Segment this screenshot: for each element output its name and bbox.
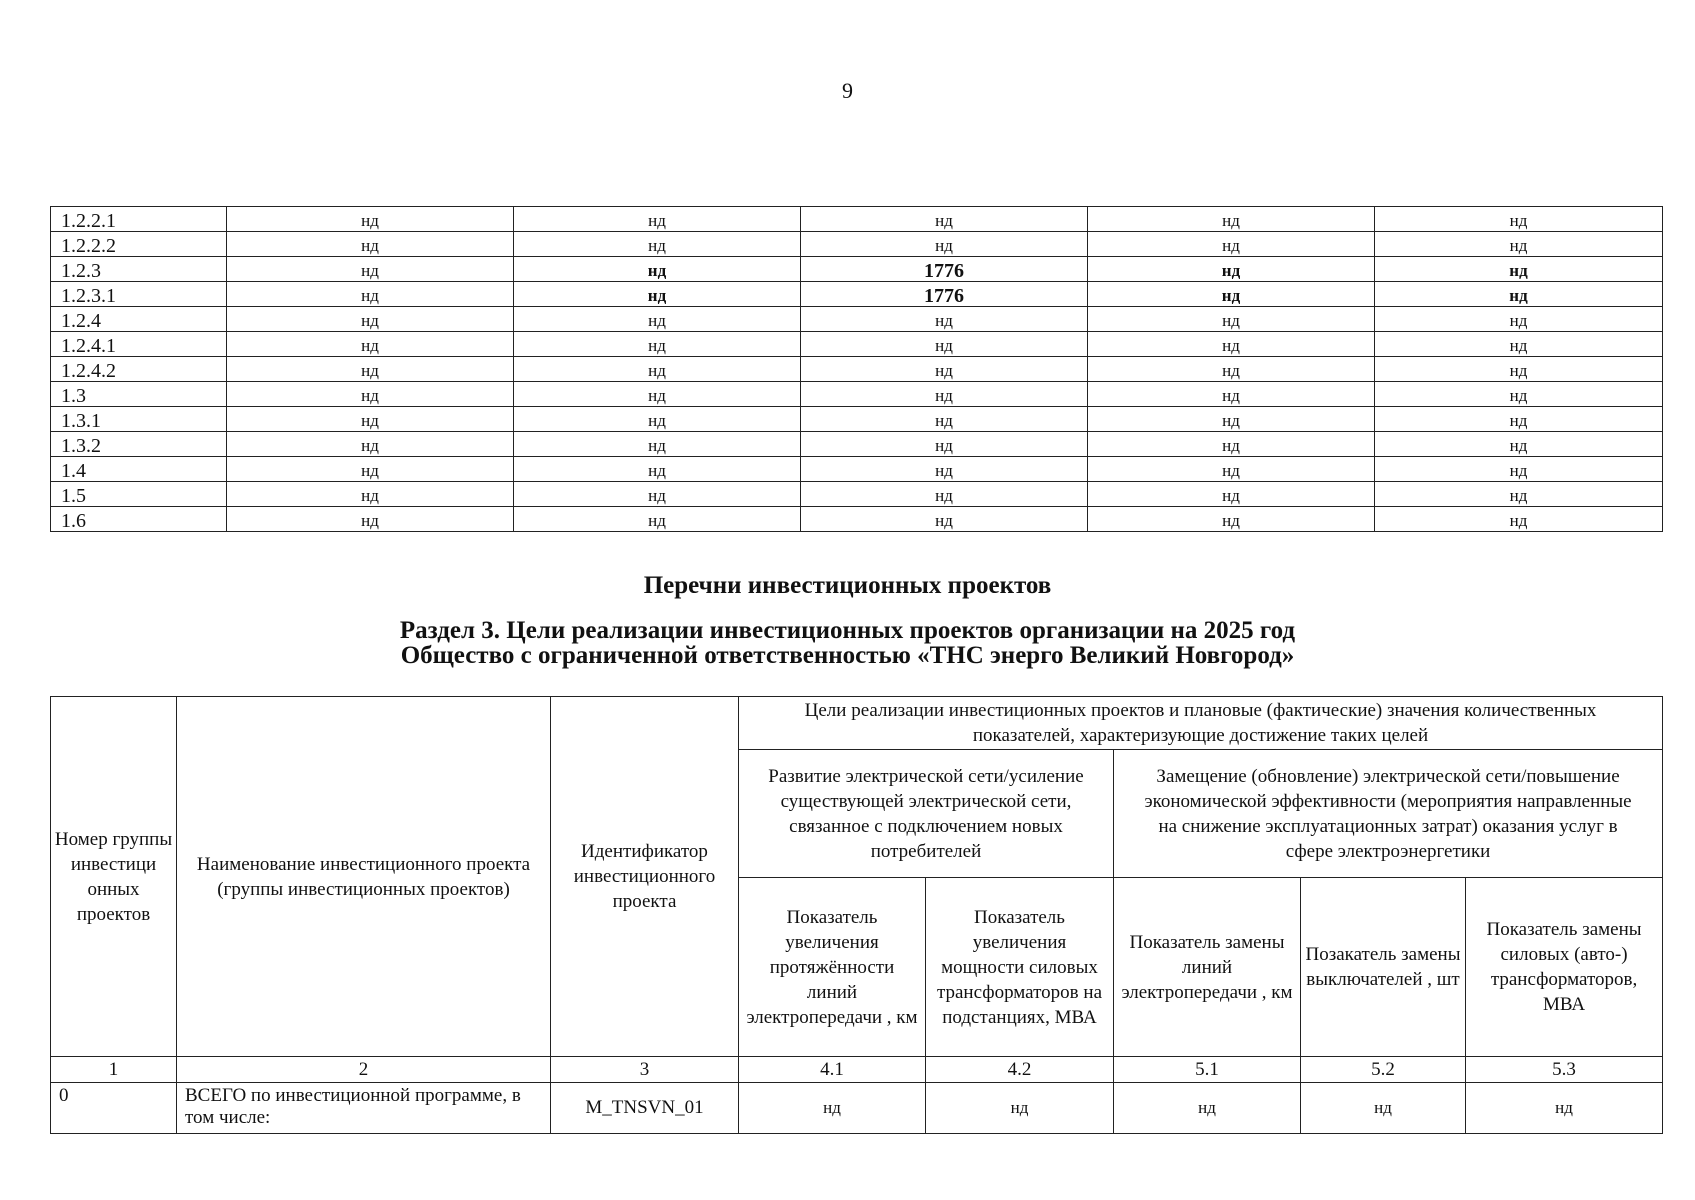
table-row [51,457,1663,482]
table-cell: 1776 [801,282,1088,307]
table-cell: нд [514,382,801,407]
row-value-4-2: нд [926,1083,1114,1134]
table-cell: нд [227,407,514,432]
section-subtitle-line-2: Общество с ограниченной ответственностью «ТНС энерго Великий Новгород» [400,642,1295,669]
table-row [51,332,1663,357]
table-cell: нд [1088,207,1375,232]
row-code: 1.5 [51,482,227,507]
column-numbers-row [51,1057,1663,1083]
table-cell: нд [514,232,801,257]
row-code: 1.2.3 [51,257,227,282]
table-row [51,482,1663,507]
column-number: 4.1 [739,1057,926,1083]
header-indicator-4-1: Показатель увеличения протяжённости линий электропередачи , км [739,878,926,1057]
table-cell: нд [514,432,801,457]
table-cell: нд [1088,382,1375,407]
table-cell: нд [801,507,1088,532]
table-cell: нд [1375,432,1663,457]
table-cell: нд [227,382,514,407]
header-indicator-4-2: Показатель увеличения мощности силовых трансформаторов на подстанциях, МВА [926,878,1114,1057]
table-row [51,207,1663,232]
table-cell: нд [801,307,1088,332]
table-cell: нд [514,482,801,507]
row-value-4-1: нд [739,1083,926,1134]
table-cell: нд [514,332,801,357]
table-cell: нд [1088,232,1375,257]
table-cell: нд [1088,282,1375,307]
table-cell: нд [227,482,514,507]
section-title: Перечни инвестиционных проектов [643,572,1052,599]
header-project-name: Наименование инвестиционного проекта (группы инвестиционных проектов) [177,697,551,1057]
table-cell: нд [1088,432,1375,457]
row-code: 1.3 [51,382,227,407]
goals-table-header [51,697,1663,1057]
table-cell: нд [227,232,514,257]
table-cell: нд [227,457,514,482]
table-row [51,507,1663,532]
row-project-name: ВСЕГО по инвестиционной программе, в том числе: [177,1083,551,1134]
table-cell: нд [801,482,1088,507]
table-cell: нд [1375,257,1663,282]
investment-goals-table [50,696,1663,1134]
table-cell: нд [227,257,514,282]
table-row [51,232,1663,257]
table-cell: нд [1088,357,1375,382]
table-cell: нд [514,407,801,432]
indicators-table-body [51,207,1663,532]
row-code: 1.2.4 [51,307,227,332]
row-code: 1.3.2 [51,432,227,457]
table-row [51,257,1663,282]
header-indicator-5-1: Показатель замены линий электропередачи , км [1114,878,1301,1057]
header-project-id: Идентификатор инвестиционного проекта [551,697,739,1057]
header-group-number: Номер группы инвестици онных проектов [51,697,177,1057]
row-code: 1.2.2.1 [51,207,227,232]
table-cell: нд [801,382,1088,407]
table-cell: нд [1375,507,1663,532]
column-number: 5.1 [1114,1057,1301,1083]
column-number: 1 [51,1057,177,1083]
table-cell: нд [1375,232,1663,257]
header-indicator-5-2: Позакатель замены выключателей , шт [1301,878,1466,1057]
table-cell: нд [227,507,514,532]
table-row [51,307,1663,332]
section-subtitle-line-1: Раздел 3. Цели реализации инвестиционных проектов организации на 2025 год [399,617,1296,644]
row-code: 1.2.4.2 [51,357,227,382]
table-row [51,357,1663,382]
table-cell: нд [1375,207,1663,232]
table-cell: нд [227,307,514,332]
page-number: 9 [842,78,853,103]
table-row [51,382,1663,407]
row-code: 1.3.1 [51,407,227,432]
table-row [51,407,1663,432]
table-cell: нд [1375,332,1663,357]
table-cell: нд [801,232,1088,257]
table-cell: нд [514,257,801,282]
table-cell: нд [1088,307,1375,332]
table-cell: нд [1088,257,1375,282]
column-number: 3 [551,1057,739,1083]
table-cell: нд [227,282,514,307]
table-cell: нд [1088,507,1375,532]
table-cell: нд [801,332,1088,357]
row-project-id: M_TNSVN_01 [551,1083,739,1134]
header-goals: Цели реализации инвестиционных проектов и плановые (фактические) значения количественных показателей, характеризующие достижение таких целей [739,697,1663,750]
table-cell: нд [514,282,801,307]
table-cell: нд [801,207,1088,232]
row-code: 1.4 [51,457,227,482]
header-replacement: Замещение (обновление) электрической сети/повышение экономической эффективности (мероприятия направленные на снижение эксплуатационных затрат) оказания услуг в сфере электроэнергетики [1114,750,1663,878]
table-cell: нд [801,407,1088,432]
table-cell: нд [1375,457,1663,482]
table-cell: 1776 [801,257,1088,282]
table-cell: нд [1088,457,1375,482]
table-cell: нд [227,357,514,382]
table-cell: нд [801,432,1088,457]
table-cell: нд [1375,482,1663,507]
goals-table-body [51,1057,1663,1134]
table-cell: нд [1375,382,1663,407]
row-value-5-1: нд [1114,1083,1301,1134]
row-code: 1.2.4.1 [51,332,227,357]
row-value-5-2: нд [1301,1083,1466,1134]
table-cell: нд [1375,307,1663,332]
indicators-table-continued [50,206,1663,532]
table-cell: нд [1375,357,1663,382]
table-cell: нд [801,357,1088,382]
table-cell: нд [1375,282,1663,307]
column-number: 5.2 [1301,1057,1466,1083]
table-cell: нд [514,307,801,332]
header-development: Развитие электрической сети/усиление существующей электрической сети, связанное с подключением новых потребителей [739,750,1114,878]
table-cell: нд [1088,482,1375,507]
row-group-number: 0 [51,1083,177,1134]
row-value-5-3: нд [1466,1083,1663,1134]
row-code: 1.2.3.1 [51,282,227,307]
table-cell: нд [227,332,514,357]
column-number: 2 [177,1057,551,1083]
table-row [51,432,1663,457]
table-cell: нд [227,207,514,232]
table-cell: нд [1088,407,1375,432]
header-indicator-5-3: Показатель замены силовых (авто-) трансформаторов, МВА [1466,878,1663,1057]
table-cell: нд [1375,407,1663,432]
table-cell: нд [514,507,801,532]
table-cell: нд [514,457,801,482]
column-number: 4.2 [926,1057,1114,1083]
table-cell: нд [514,207,801,232]
table-cell: нд [514,357,801,382]
section-subtitle [0,618,1695,668]
row-code: 1.2.2.2 [51,232,227,257]
table-row [51,1083,1663,1134]
table-row [51,282,1663,307]
table-cell: нд [801,457,1088,482]
table-cell: нд [227,432,514,457]
column-number: 5.3 [1466,1057,1663,1083]
table-cell: нд [1088,332,1375,357]
row-code: 1.6 [51,507,227,532]
